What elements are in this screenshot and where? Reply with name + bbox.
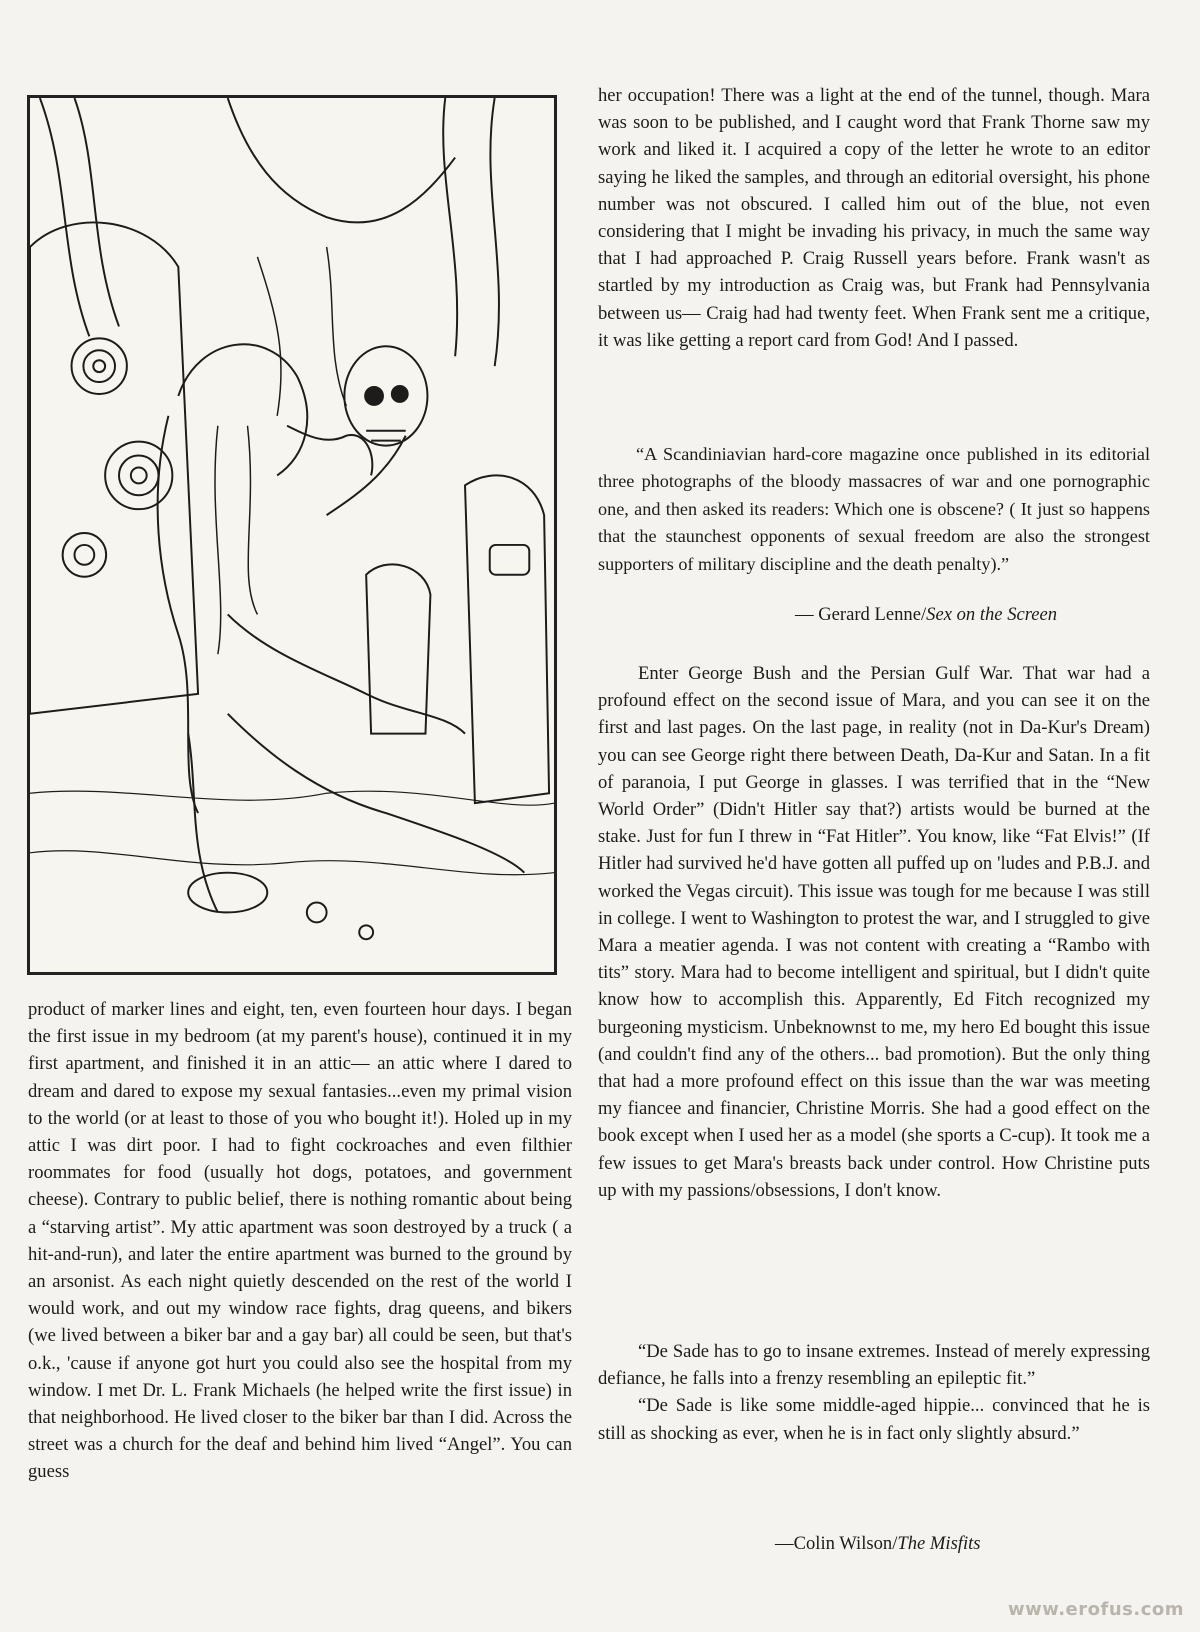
illustration-panel <box>27 95 557 975</box>
quote-wilson-author: —Colin Wilson/ <box>775 1533 898 1554</box>
quote-lenne <box>598 441 1150 578</box>
quote-wilson-source: The Misfits <box>897 1533 981 1554</box>
right-paragraph-1 <box>598 82 1150 354</box>
right-paragraph-2 <box>598 660 1150 1204</box>
left-column-text <box>28 996 572 1486</box>
quote-wilson-a: “De Sade has to go to insane extremes. Instead of merely expressing defiance, he falls into a frenzy resembling an epileptic fit.” <box>598 1341 1150 1390</box>
quote-wilson-attribution <box>775 1533 981 1555</box>
watermark-link[interactable]: www.erofus.com <box>1007 1599 1184 1620</box>
quote-lenne-attribution <box>795 604 1057 626</box>
quote-lenne-source: Sex on the Screen <box>926 604 1058 625</box>
right-paragraph-1-text: her occupation! There was a light at the end of the tunnel, though. Mara was soon to be published, and I caught word that Frank Thorne saw my work and liked it. I acquired a copy of the letter he wrote to an editor saying he liked the samples, and through an editorial oversight, his phone number was not obscured. I called him out of the blue, not even considering that I might be invading his privacy, in much the same way that I had approached P. Craig Russell years before. Frank wasn't as startled by my introduction as Craig was, but Frank had Pennsylvania between us— Craig had had twenty feet. When Frank sent me a critique, it was like getting a report card from God! And I passed. <box>598 85 1150 351</box>
right-paragraph-2-text: Enter George Bush and the Persian Gulf War. That war had a profound effect on the second issue of Mara, and you can see it on the first and last pages. On the last page, in reality (not in Da-Kur's Dream) you can see George right there between Death, Da-Kur and Satan. In a fit of paranoia, I put George in glasses. I was terrified that in the “New World Order” (Didn't Hitler say that?) artists would be burned at the stake. Just for fun I threw in “Fat Hitler”. You know, like “Fat Elvis!” (If Hitler had survived he'd have gotten all puffed up on 'ludes and P.B.J. and worked the Vegas circuit). This issue was tough for me because I was still in college. I went to Washington to protest the war, and I struggled to give Mara a meatier agenda. I was not content with creating a “Rambo with tits” story. Mara had to become intelligent and spiritual, but I didn't quite know how to accomplish this. Apparently, Ed Fitch recognized my burgeoning mysticism. Unbeknownst to me, my hero Ed bought this issue (and couldn't find any of the others... bad promotion). But the only thing that had a more profound effect on this issue than the war was meeting my fiancee and financier, Christine Morris. She had a good effect on the book except when I used her as a model (she sports a C-cup). It took me a few issues to get Mara's breasts back under control. How Christine puts up with my passions/obsessions, I don't know. <box>598 663 1150 1201</box>
quote-wilson-b: “De Sade is like some middle-aged hippie... convinced that he is still as shocking as ever, when he is in fact only slightly absurd.” <box>598 1395 1150 1444</box>
quote-lenne-text: “A Scandiniavian hard-core magazine once published in its editorial three photographs of the bloody massacres of war and one pornographic one, and then asked its readers: Which one is obscene? ( It just so happens that the staunchest opponents of sexual freedom are also the strongest supporters of military discipline and the death penalty).” <box>598 444 1150 574</box>
left-paragraph: product of marker lines and eight, ten, even fourteen hour days. I began the first issue in my bedroom (at my parent's house), continued it in my first apartment, and finished it in an attic— an attic where I dared to dream and dared to expose my sexual fantasies...even my primal vision to the world (or at least to those of you who bought it!). Holed up in my attic I was dirt poor. I had to fight cockroaches and even filthier roommates for food (usually hot dogs, potatoes, and government cheese). Contrary to public belief, there is nothing romantic about being a “starving artist”. My attic apartment was soon destroyed by a truck ( a hit-and-run), and later the entire apartment was burned to the ground by an arsonist. As each night quietly descended on the rest of the world I would work, and out my window race fights, drag queens, and bikers (we lived between a biker bar and a gay bar) all could be seen, but that's o.k., 'cause if anyone got hurt you could also see the hospital from my window. I met Dr. L. Frank Michaels (he helped write the first issue) in that neighborhood. He lived closer to the biker bar than I did. Across the street was a church for the deaf and behind him lived “Angel”. You can guess <box>28 999 572 1483</box>
quote-wilson <box>598 1338 1150 1447</box>
quote-lenne-author: — Gerard Lenne/ <box>795 604 927 625</box>
woman-holding-skull-icon <box>30 98 554 972</box>
